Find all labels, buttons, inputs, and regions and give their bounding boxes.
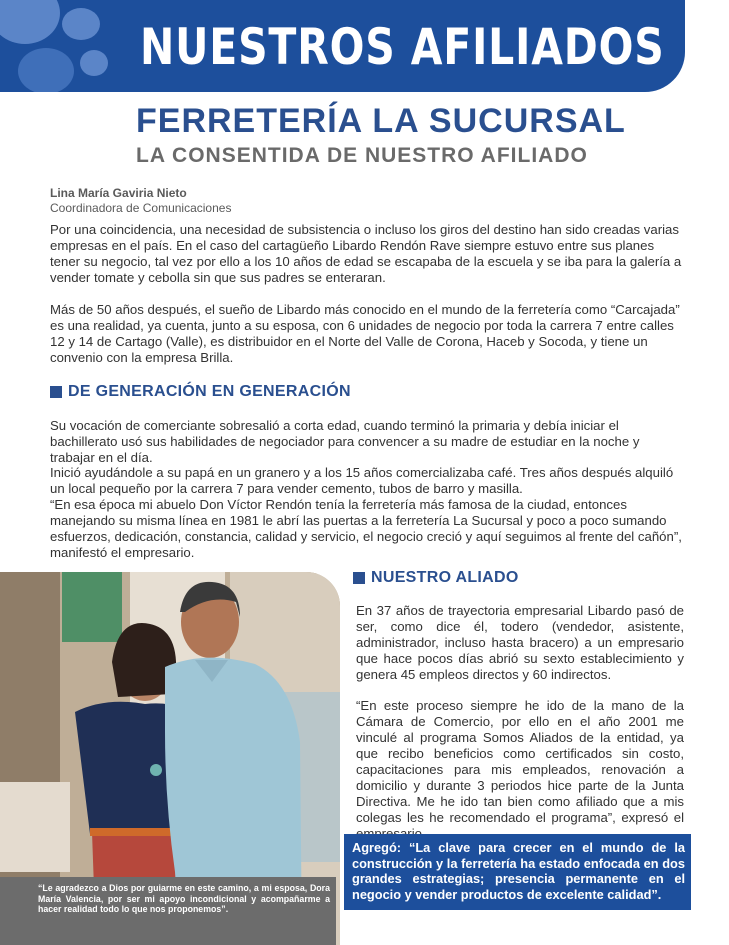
body-paragraph: Inició ayudándole a su papá en un granero y a los 15 años comercializaba café. Tres años después alquiló un local pequeño por la carrera 7 para vender cemento, tubos de barro y masilla. — [50, 465, 674, 496]
square-bullet-icon — [353, 572, 365, 584]
body-paragraph: “En esa época mi abuelo Don Víctor Rendón tenía la ferretería más famosa de la ciudad, entonces manejando su misma línea en 1981 le abrí las puertas a la ferretería La Sucursal y poco a poco sumando esfuerzos, dedicación, constancia, calidad y servicio, el negocio creció y aquí seguimos al frente del cañón”, manifestó el empresario. — [50, 497, 682, 560]
decorative-bubble — [62, 8, 100, 40]
section-title: NUESTROS AFILIADOS — [140, 18, 665, 76]
square-bullet-icon — [50, 386, 62, 398]
section-heading-aliado — [353, 569, 519, 587]
section-heading-text: DE GENERACIÓN EN GENERACIÓN — [68, 383, 351, 400]
body-paragraph: Su vocación de comerciante sobresalió a corta edad, cuando terminó la primaria y debía iniciar el bachillerato usó sus habilidades de negociador para convencer a su madre de estudiar en la noche y trabajar en el día. — [50, 418, 640, 465]
article-headline: FERRETERÍA LA SUCURSAL — [136, 102, 626, 140]
section-heading-text: NUESTRO ALIADO — [371, 569, 519, 586]
body-paragraph: En 37 años de trayectoria empresarial Libardo pasó de ser, como dice él, todero (vendedor, asistente, administrador, incluso hasta bracero) a un empresario que hace pocos días abrió su sexto establecimiento y genera 45 empleos directos y 60 indirectos. — [356, 603, 684, 682]
pull-quote: Agregó: “La clave para crecer en el mundo de la construcción y la ferretería ha estado enfocada en dos grandes estrategias; presencia permanente en el negocio y vender productos de excelente calidad”. — [352, 840, 685, 902]
decorative-bubble — [0, 0, 60, 44]
section-heading-generacion — [50, 383, 351, 401]
body-paragraph: “En este proceso siempre he ido de la mano de la Cámara de Comercio, por ello en el año 2001 me vinculé al programa Somos Aliados de la entidad, ya que recibo beneficios como certificados sin costo, capacitaciones para mis empleados, renovación a domicilio y durante 3 periodos hice parte de la Junta Directiva. Me he ido tan bien como afiliado que a mis colegas les he recomendado el programa”, expresó el — [356, 698, 684, 825]
header-banner — [0, 0, 685, 92]
decorative-bubble — [18, 48, 74, 92]
intro-paragraph: Por una coincidencia, una necesidad de subsistencia o incluso los giros del destino han sido creadas varias empresas en el país. En el caso del cartagüeño Libardo Rendón Rave siempre estuvo entre sus planes tener su negocio, tal vez por ello a los 10 años de edad se escapaba de la escuela y se iba para la galería a vender tomate y cebolla sin que sus padres se enteraran. — [50, 222, 682, 285]
article-subheadline: LA CONSENTIDA DE NUESTRO AFILIADO — [136, 144, 588, 167]
author-name: Lina María Gaviria Nieto — [50, 186, 187, 200]
photo-caption: “Le agradezco a Dios por guiarme en este camino, a mi esposa, Dora María Valencia, por ser mi apoyo incondicional y acompañarme a hacer realidad todo lo que nos proponemos”. — [38, 883, 330, 914]
decorative-bubble — [80, 50, 108, 76]
author-role: Coordinadora de Comunicaciones — [50, 201, 232, 215]
intro-paragraph: Más de 50 años después, el sueño de Libardo más conocido en el mundo de la ferretería como “Carcajada” es una realidad, ya cuenta, junto a su esposa, con 6 unidades de negocio por toda la carrera 7 entre calles 12 y 14 de Cartago (Valle), es distribuidor en el Norte del Valle de Corona, Haceb y Socoda, y tiene un convenio con la empresa Brilla. — [50, 302, 680, 365]
